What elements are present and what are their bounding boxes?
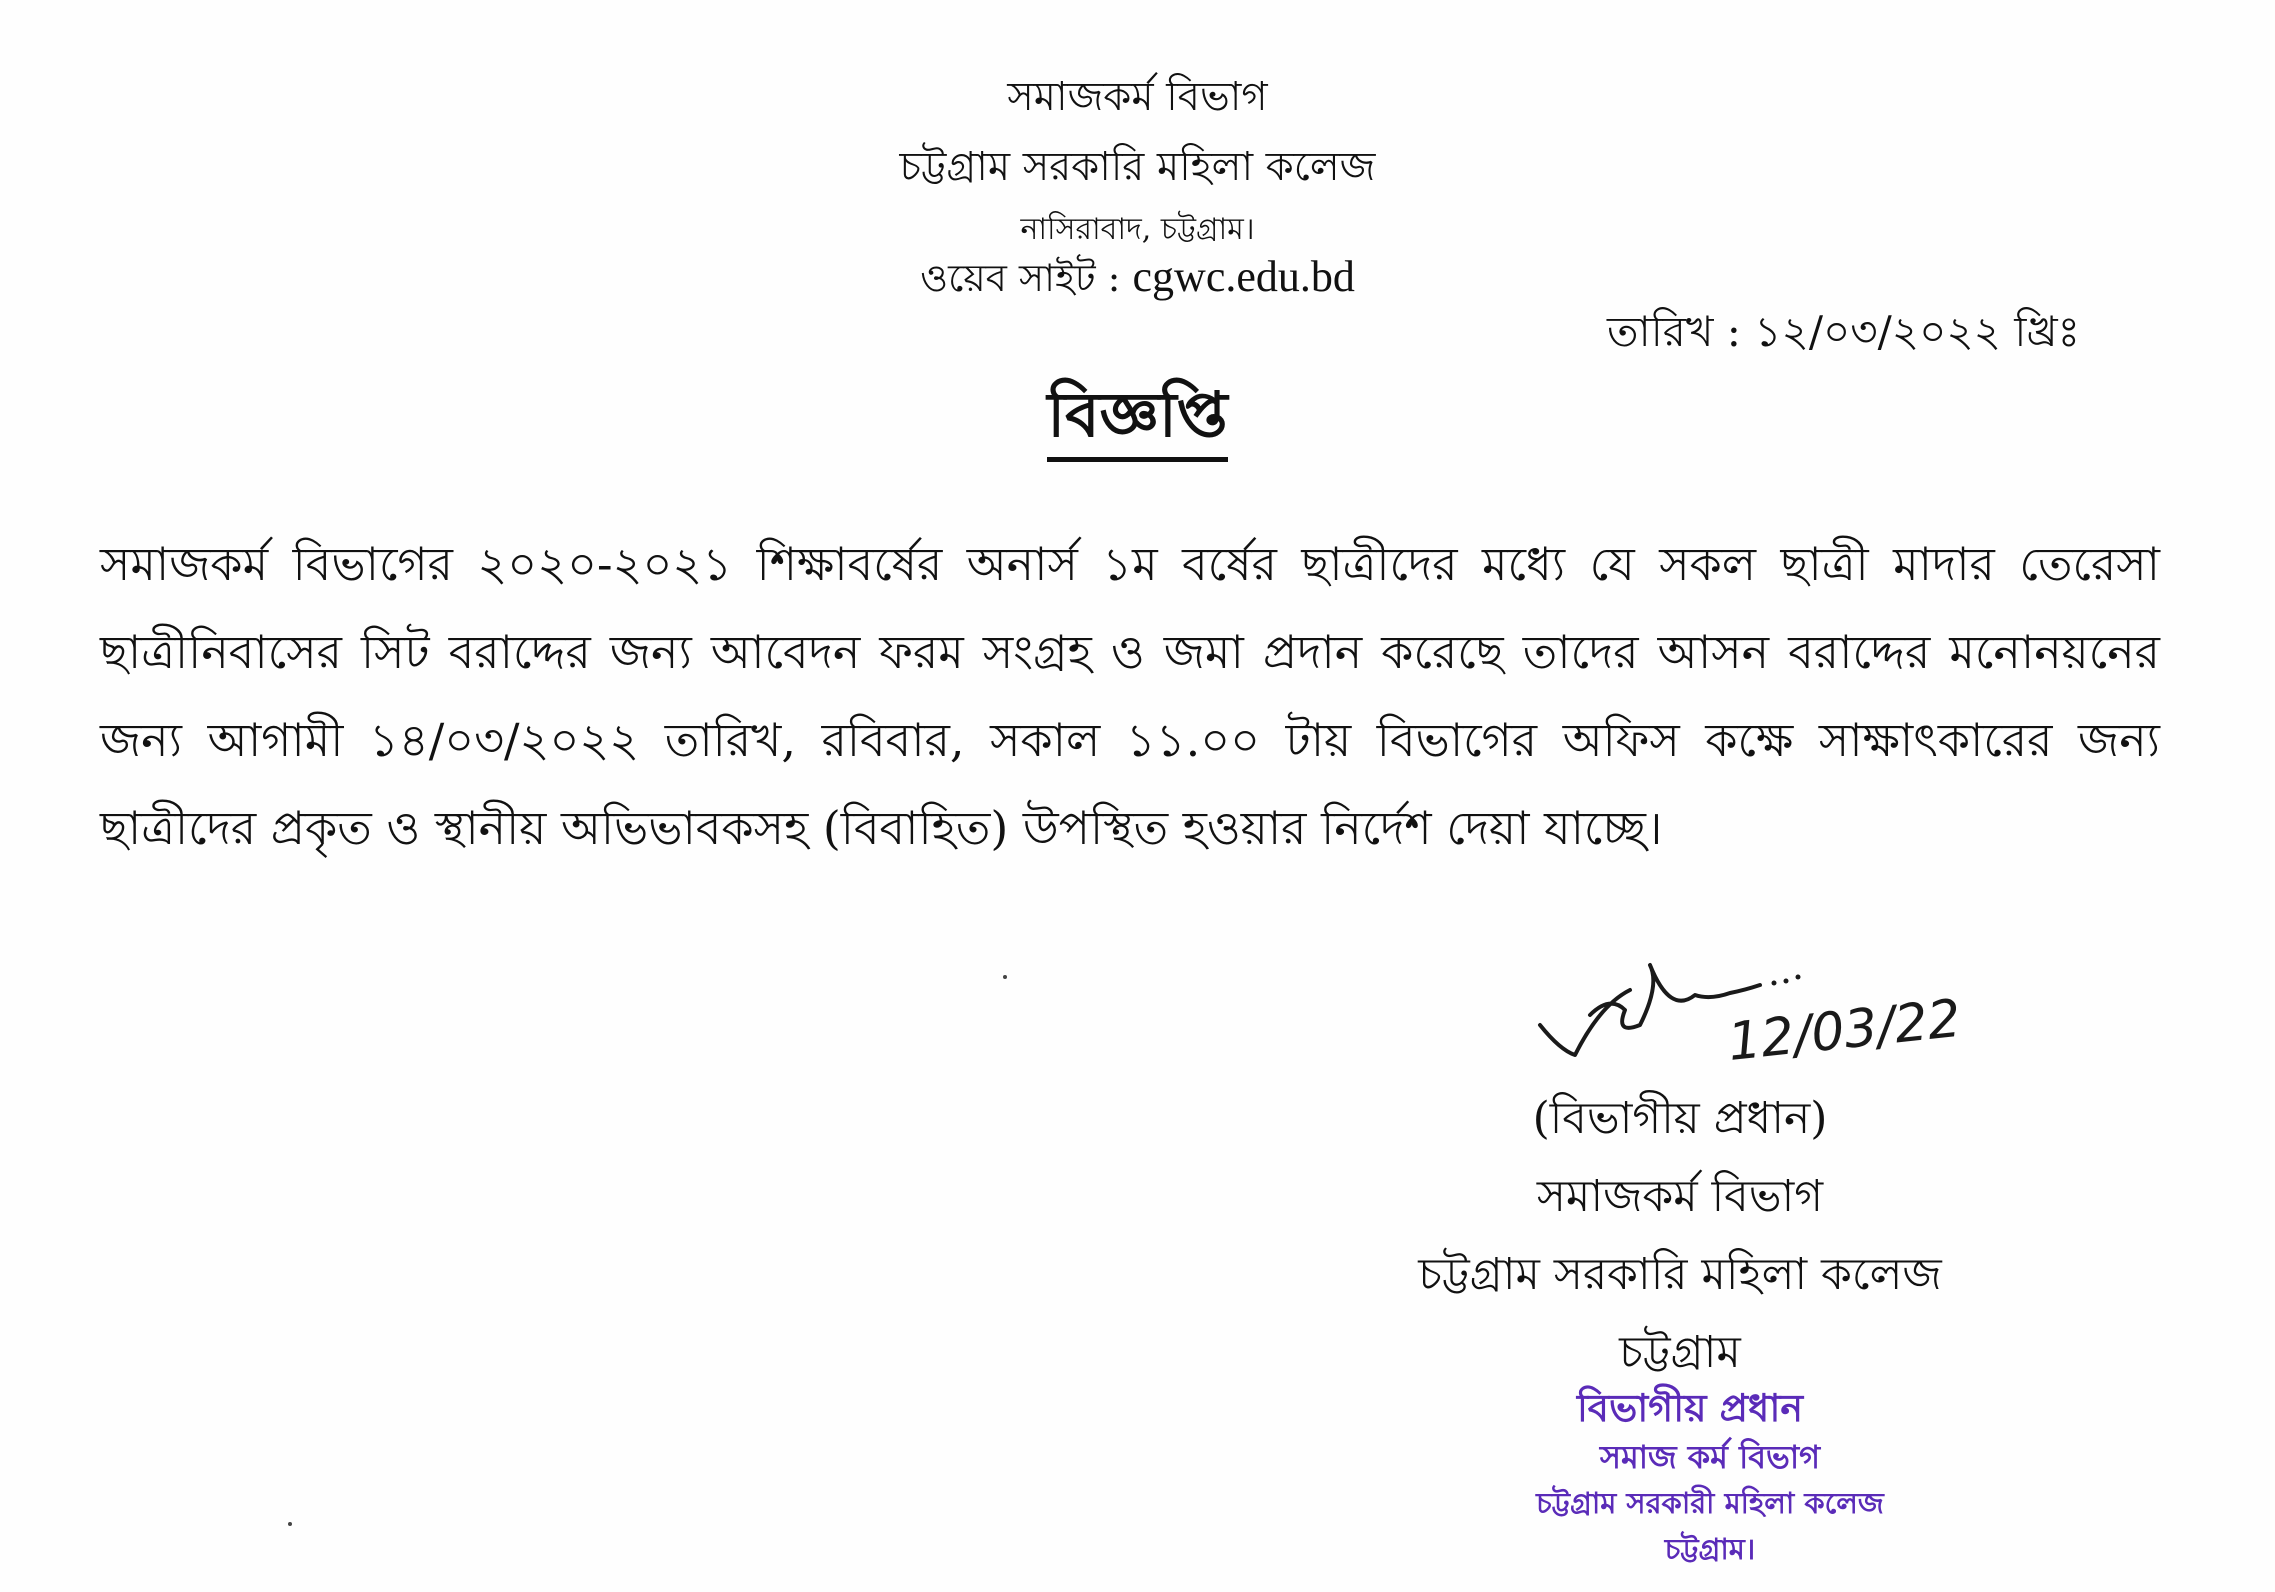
signatory-department: সমাজকর্ম বিভাগ: [1536, 1171, 1824, 1222]
stamp-line-college: চট্টগ্রাম সরকারী মহিলা কলেজ: [1536, 1486, 1884, 1520]
signatory-block: [1340, 1080, 2020, 1392]
header-department: সমাজকর্ম বিভাগ: [1007, 74, 1268, 120]
signature-stroke: [1540, 965, 1760, 1055]
stamp-line-role: বিভাগীয় প্রধান: [1576, 1386, 1804, 1430]
handwritten-signature: [1530, 955, 2090, 1075]
official-seal-stamp: [1430, 1382, 1990, 1572]
notice-date: তারিখ : ১২/০৩/২০২২ খ্রিঃ: [1607, 307, 2080, 356]
scan-speck: [288, 1522, 292, 1526]
header-college: চট্টগ্রাম সরকারি মহিলা কলেজ: [899, 144, 1376, 190]
stamp-line-city: চট্টগ্রাম।: [1664, 1532, 1756, 1566]
notice-body: সমাজকর্ম বিভাগের ২০২০-২০২১ শিক্ষাবর্ষের অনার্স ১ম বর্ষের ছাত্রীদের মধ্যে যে সকল ছাত্রী মাদার তেরেসা ছাত্রীনিবাসের সিট বরাদ্দের জন্য আবেদন ফরম সংগ্রহ ও জমা প্রদান করেছে তাদের আসন বরাদ্দের মনোনয়নের জন্য আগামী ১৪/০৩/২০২২ তারিখ, রবিবার, সকাল ১১.০০ টায় বিভাগের অফিস কক্ষে সাক্ষাৎকারের জন্য ছাত্রীদের প্রকৃত ও স্থানীয় অভিভাবকসহ (বিবাহিত) উপস্থিত হওয়ার নির্দেশ দেয়া যাচ্ছে।: [100, 537, 2160, 855]
website-url: cgwc.edu.bd: [1132, 252, 1355, 301]
header-website: [0, 252, 2275, 303]
notice-title-text: বিজ্ঞপ্তি: [1047, 375, 1227, 462]
signatory-college: চট্টগ্রাম সরকারি মহিলা কলেজ: [1418, 1249, 1942, 1300]
scan-speck: [1003, 975, 1007, 979]
signatory-role: (বিভাগীয় প্রধান): [1532, 1093, 1828, 1144]
signature-date: 12/03/22: [1725, 988, 1964, 1073]
header-address: নাসিরাবাদ, চট্টগ্রাম।: [1020, 212, 1255, 247]
notice-title: [0, 375, 2275, 462]
stamp-line-department: সমাজ কর্ম বিভাগ: [1599, 1438, 1821, 1476]
signatory-city: চট্টগ্রাম: [1619, 1327, 1741, 1378]
website-label: ওয়েব সাইট :: [920, 256, 1121, 300]
